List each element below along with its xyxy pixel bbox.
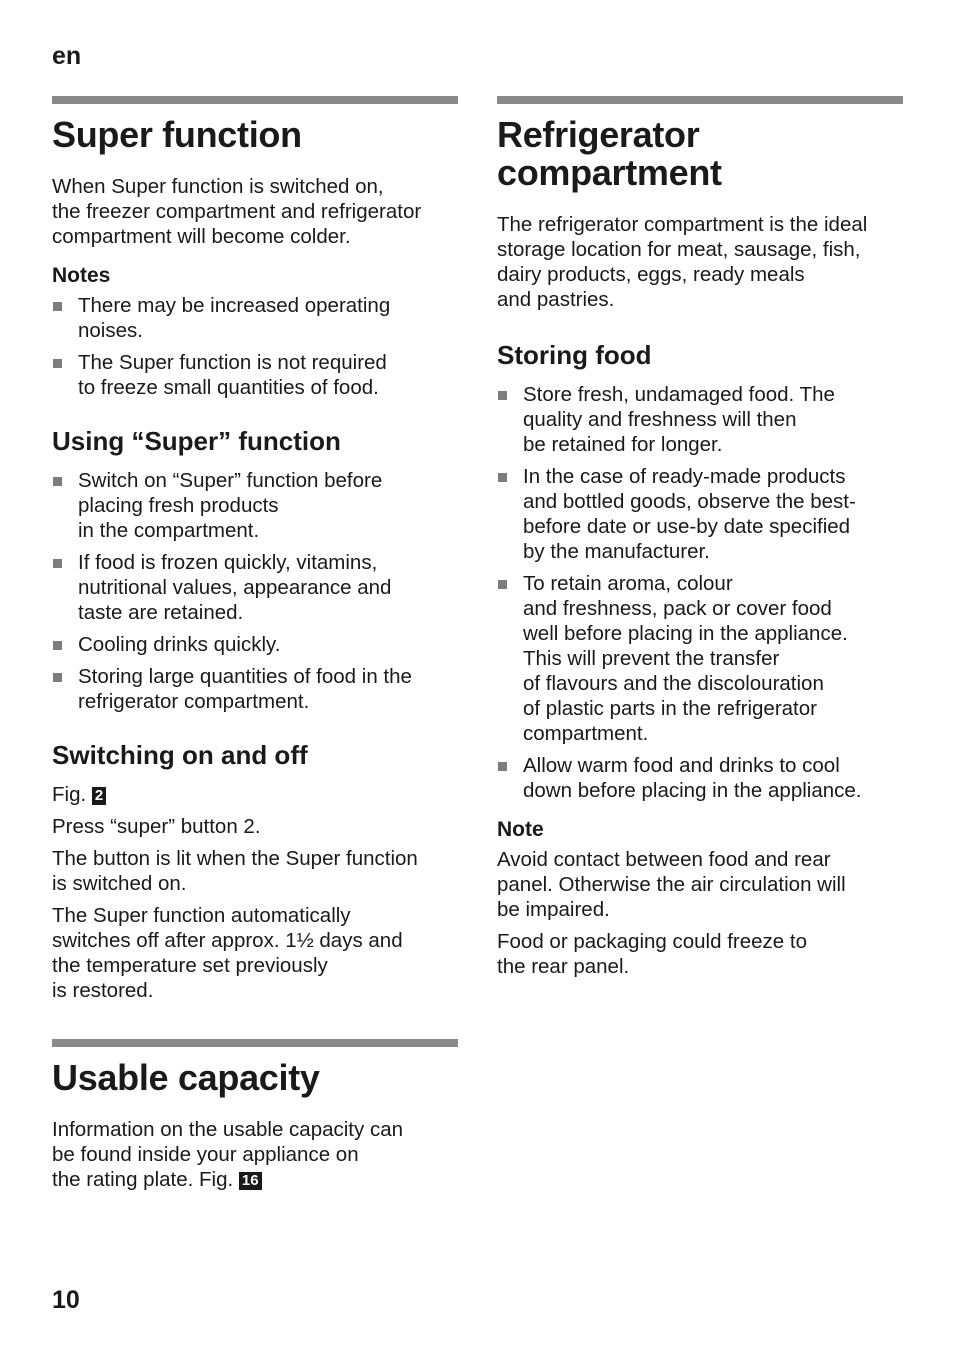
- bullet-square-icon: [53, 673, 62, 682]
- bullet-square-icon: [53, 559, 62, 568]
- section-title: Refrigerator compartment: [497, 114, 722, 193]
- press-instruction: Press “super” button 2.: [52, 815, 261, 838]
- list-item: In the case of ready-made products and bottled goods, observe the best- before date or use-by date specified by the manufacturer.: [497, 464, 903, 564]
- list-item: The Super function is not required to freeze small quantities of food.: [52, 350, 458, 400]
- notes-heading: Notes: [52, 264, 111, 287]
- subsection-title: Using “Super” function: [52, 426, 341, 456]
- list-item: Allow warm food and drinks to cool down before placing in the appliance.: [497, 753, 903, 803]
- using-list: [52, 468, 458, 714]
- lit-paragraph: The button is lit when the Super function is switched on.: [52, 847, 418, 895]
- bullet-square-icon: [498, 580, 507, 589]
- list-item: If food is frozen quickly, vitamins, nutritional values, appearance and taste are retained.: [52, 550, 458, 625]
- list-item: Storing large quantities of food in the refrigerator compartment.: [52, 664, 458, 714]
- list-item: Switch on “Super” function before placing fresh products in the compartment.: [52, 468, 458, 543]
- language-code: en: [52, 42, 82, 70]
- note-paragraph: Food or packaging could freeze to the rear panel.: [497, 930, 807, 978]
- capacity-paragraph: Information on the usable capacity can be found inside your appliance on the rating plate. Fig. 16: [52, 1118, 403, 1191]
- bullet-square-icon: [498, 762, 507, 771]
- section-divider: [52, 96, 458, 104]
- bullet-square-icon: [498, 473, 507, 482]
- list-item: Store fresh, undamaged food. The quality and freshness will then be retained for longer.: [497, 382, 903, 457]
- usable-capacity-section: [52, 1039, 458, 1199]
- section-divider: [52, 1039, 458, 1047]
- note-paragraph: Avoid contact between food and rear panel. Otherwise the air circulation will be impaired.: [497, 848, 846, 921]
- note-heading: Note: [497, 818, 544, 841]
- auto-off-paragraph: The Super function automatically switches off after approx. 1½ days and the temperature set previously is restored.: [52, 904, 403, 1002]
- bullet-square-icon: [498, 391, 507, 400]
- subsection-title: Storing food: [497, 340, 652, 370]
- intro-paragraph: When Super function is switched on, the freezer compartment and refrigerator compartment will become colder.: [52, 175, 422, 248]
- section-divider: [497, 96, 903, 104]
- subsection-title: Switching on and off: [52, 740, 308, 770]
- refrigerator-section: [497, 96, 903, 986]
- list-item: To retain aroma, colour and freshness, pack or cover food well before placing in the appliance. This will prevent the transfer of flavours and the discolouration of plastic parts in the refrigerator compartment.: [497, 571, 903, 746]
- list-item: Cooling drinks quickly.: [52, 632, 458, 657]
- notes-list: [52, 293, 458, 400]
- figure-number-badge: 16: [239, 1172, 262, 1190]
- bullet-square-icon: [53, 477, 62, 486]
- list-item: There may be increased operating noises.: [52, 293, 458, 343]
- storing-list: [497, 382, 903, 803]
- section-title: Usable capacity: [52, 1057, 320, 1098]
- bullet-square-icon: [53, 302, 62, 311]
- super-function-section: [52, 96, 458, 1010]
- figure-reference: Fig. 2: [52, 782, 458, 807]
- bullet-square-icon: [53, 641, 62, 650]
- intro-paragraph: The refrigerator compartment is the ideal storage location for meat, sausage, fish, dairy products, eggs, ready meals and pastries.: [497, 213, 868, 311]
- section-title: Super function: [52, 114, 302, 155]
- figure-number-badge: 2: [92, 787, 106, 805]
- page-number: 10: [52, 1286, 80, 1314]
- bullet-square-icon: [53, 359, 62, 368]
